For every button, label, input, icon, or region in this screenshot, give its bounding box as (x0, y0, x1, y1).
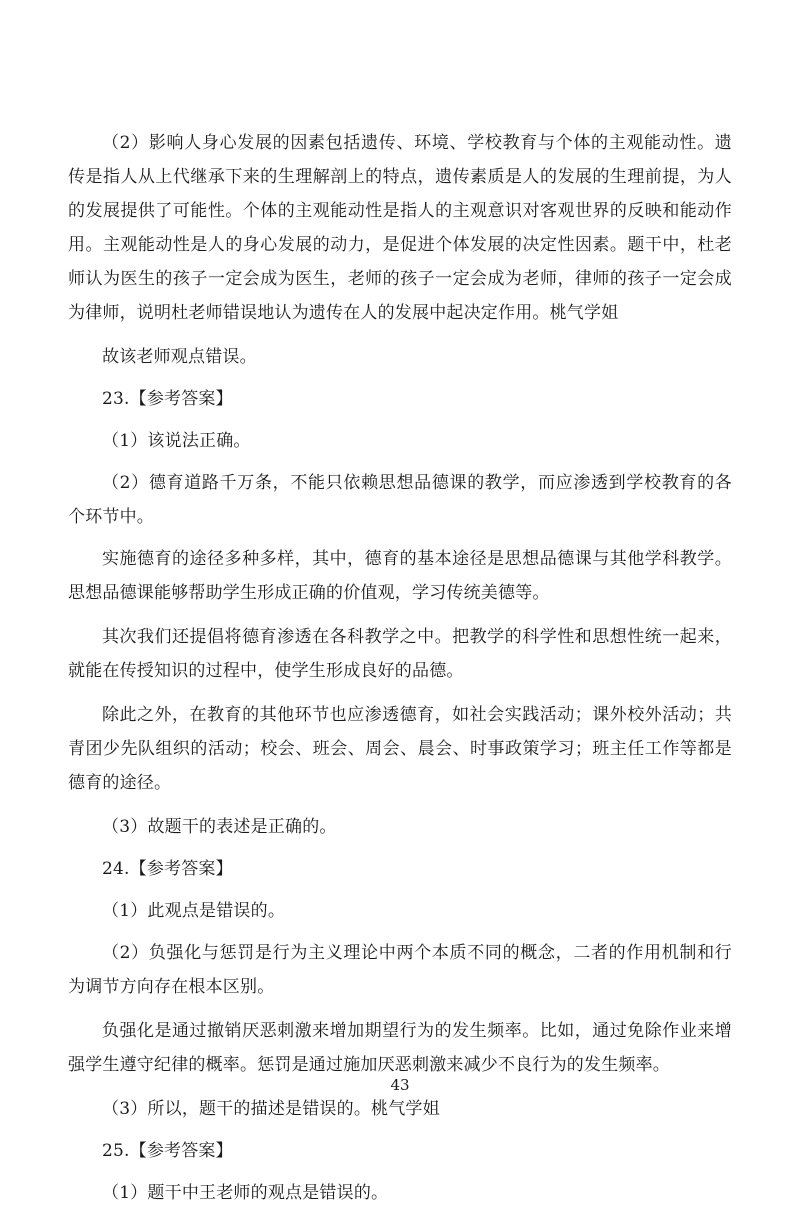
paragraph-23-2c: 其次我们还提倡将德育渗透在各科教学之中。把教学的科学性和思想性统一起来，就能在传授知识的过程中，使学生形成良好的品德。 (68, 627, 732, 681)
paragraph-23-2b: 实施德育的途径多种多样，其中，德育的基本途径是思想品德课与其他学科教学。思想品德课能够帮助学生形成正确的价值观，学习传统美德等。 (68, 549, 732, 603)
paragraph-24-3: （3）所以，题干的描述是错误的。桃气学姐 (102, 1099, 440, 1119)
heading-23: 23.【参考答案】 (102, 389, 233, 409)
paragraph-24-1: （1）此观点是错误的。 (102, 901, 286, 921)
paragraph-24-2b: 负强化是通过撤销厌恶刺激来增加期望行为的发生频率。比如，通过免除作业来增强学生遵守纪律的概率。惩罚是通过施加厌恶刺激来减少不良行为的发生频率。 (68, 1021, 732, 1075)
paragraph-24-2: （2）负强化与惩罚是行为主义理论中两个本质不同的概念，二者的作用机制和行为调节方向存在根本区别。 (68, 943, 732, 997)
page-body (68, 126, 732, 1218)
heading-25: 25.【参考答案】 (102, 1141, 233, 1161)
paragraph-23-2d: 除此之外，在教育的其他环节也应渗透德育，如社会实践活动；课外校外活动；共青团少先队组织的活动；校会、班会、周会、晨会、时事政策学习；班主任工作等都是德育的途径。 (68, 705, 732, 793)
paragraph-23-1: （1）该说法正确。 (102, 431, 251, 451)
paragraph-25-1: （1）题干中王老师的观点是错误的。 (102, 1183, 389, 1203)
paragraph-22-2: （2）影响人身心发展的因素包括遗传、环境、学校教育与个体的主观能动性。遗传是指人从上代继承下来的生理解剖上的特点，遗传素质是人的发展的生理前提，为人的发展提供了可能性。个体的主观能动性是指人的主观意识对客观世界的反映和能动作用。主观能动性是人的身心发展的动力，是促进个体发展的决定性因素。题干中，杜老师认为医生的孩子一定会成为医生，老师的孩子一定会成为老师，律师的孩子一定会成为律师，说明杜老师错误地认为遗传在人的发展中起决定作用。桃气学姐 (68, 133, 732, 323)
paragraph-conclusion-22: 故该老师观点错误。 (102, 347, 257, 367)
paragraph-23-2: （2）德育道路千万条，不能只依赖思想品德课的教学，而应渗透到学校教育的各个环节中。 (68, 473, 732, 527)
heading-24: 24.【参考答案】 (102, 859, 233, 879)
paragraph-23-3: （3）故题干的表述是正确的。 (102, 817, 337, 837)
page-number: 43 (390, 1076, 410, 1094)
